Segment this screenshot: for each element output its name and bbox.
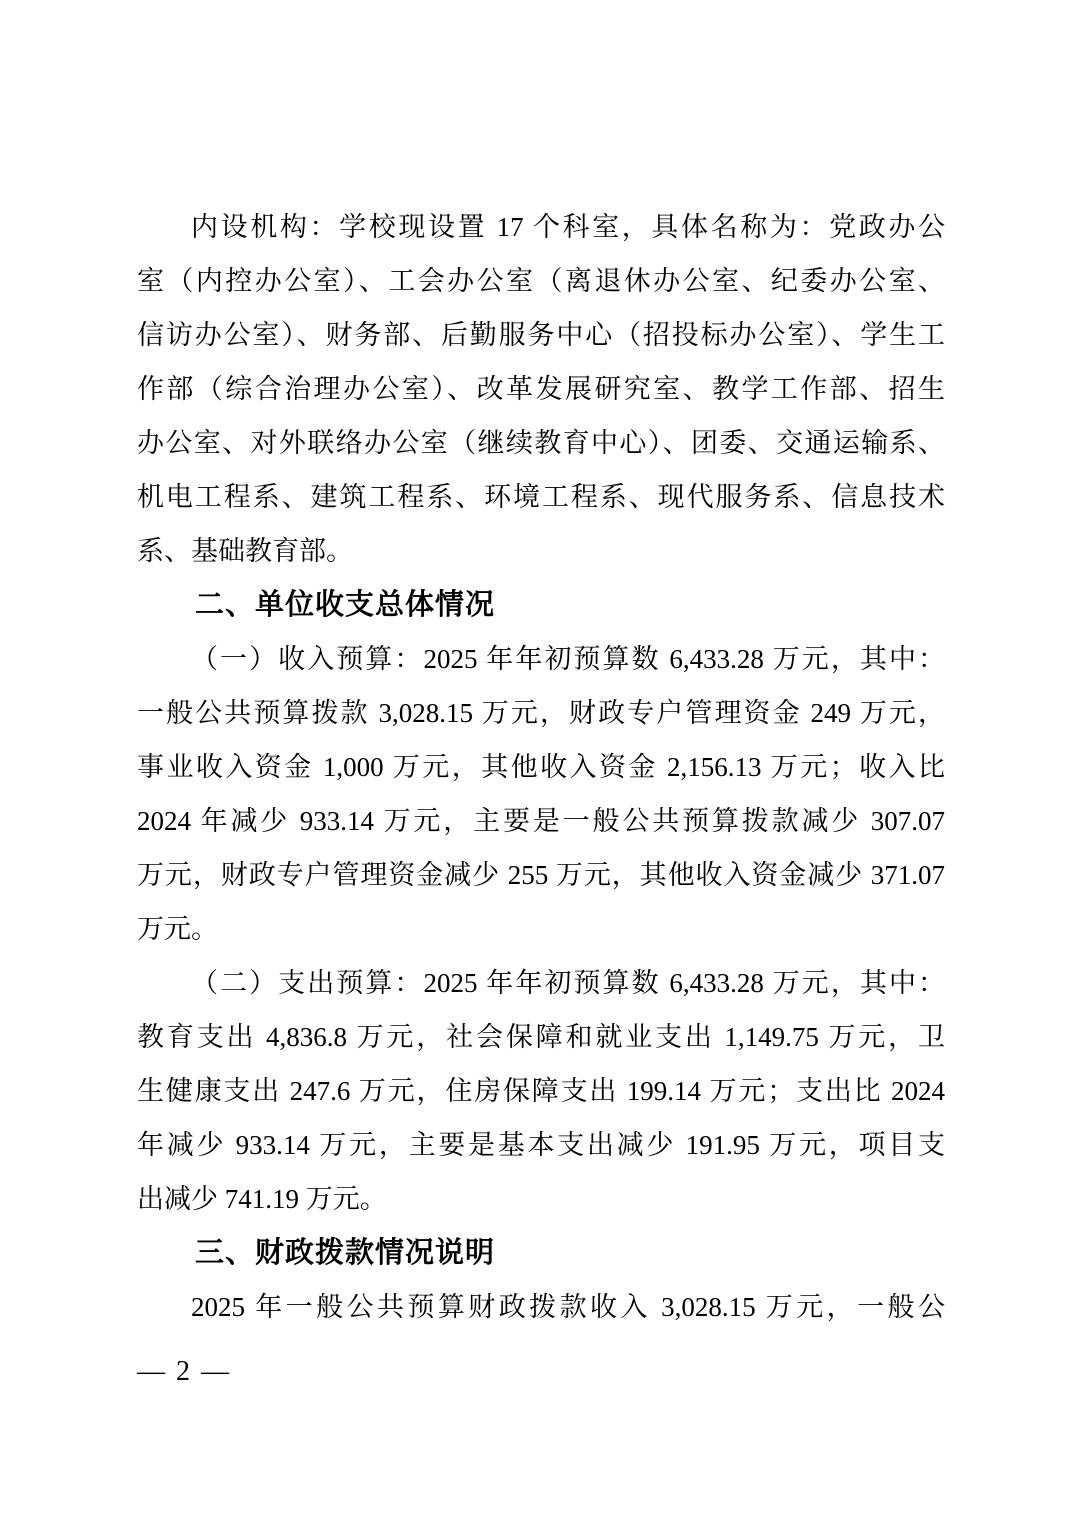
paragraph-expense-budget	[137, 956, 945, 1226]
document-body	[137, 200, 945, 1334]
section-heading-fiscal-appropriation: 三、财政拨款情况说明	[195, 1237, 496, 1269]
text-line: 内设机构：学校现设置 17 个科室，具体名称为：党政办公	[191, 212, 945, 242]
text-line: 系、基础教育部。	[137, 536, 353, 566]
text-line: 事业收入资金 1,000 万元，其他收入资金 2,156.13 万元；收入比	[137, 752, 945, 782]
text-line: （一）收入预算：2025 年年初预算数 6,433.28 万元，其中：	[191, 644, 945, 674]
text-line: 出减少 741.19 万元。	[137, 1184, 387, 1214]
text-line: 一般公共预算拨款 3,028.15 万元，财政专户管理资金 249 万元，	[137, 698, 945, 728]
paragraph-income-budget	[137, 632, 945, 956]
section-heading-budget-overview: 二、单位收支总体情况	[195, 589, 496, 621]
text-line: 作部（综合治理办公室）、改革发展研究室、教学工作部、招生	[137, 374, 945, 404]
text-line: 室（内控办公室）、工会办公室（离退休办公室、纪委办公室、	[137, 266, 945, 296]
text-line: 年减少 933.14 万元，主要是基本支出减少 191.95 万元，项目支	[137, 1130, 945, 1160]
page-number: — 2 —	[137, 1356, 231, 1387]
text-line: 信访办公室）、财务部、后勤服务中心（招投标办公室）、学生工	[137, 320, 945, 350]
paragraph-fiscal-intro	[137, 1280, 945, 1334]
text-line: 万元。	[137, 914, 218, 944]
text-line: （二）支出预算：2025 年年初预算数 6,433.28 万元，其中：	[191, 968, 945, 998]
text-line: 生健康支出 247.6 万元，住房保障支出 199.14 万元；支出比 2024	[137, 1076, 945, 1106]
text-line: 机电工程系、建筑工程系、环境工程系、现代服务系、信息技术	[137, 482, 945, 512]
text-line: 2025 年一般公共预算财政拨款收入 3,028.15 万元，一般公	[191, 1292, 945, 1322]
text-line: 教育支出 4,836.8 万元，社会保障和就业支出 1,149.75 万元，卫	[137, 1022, 945, 1052]
text-line: 万元，财政专户管理资金减少 255 万元，其他收入资金减少 371.07	[137, 860, 945, 890]
paragraph-internal-org	[137, 200, 945, 578]
text-line: 2024 年减少 933.14 万元，主要是一般公共预算拨款减少 307.07	[137, 806, 945, 836]
text-line: 办公室、对外联络办公室（继续教育中心）、团委、交通运输系、	[137, 428, 945, 458]
